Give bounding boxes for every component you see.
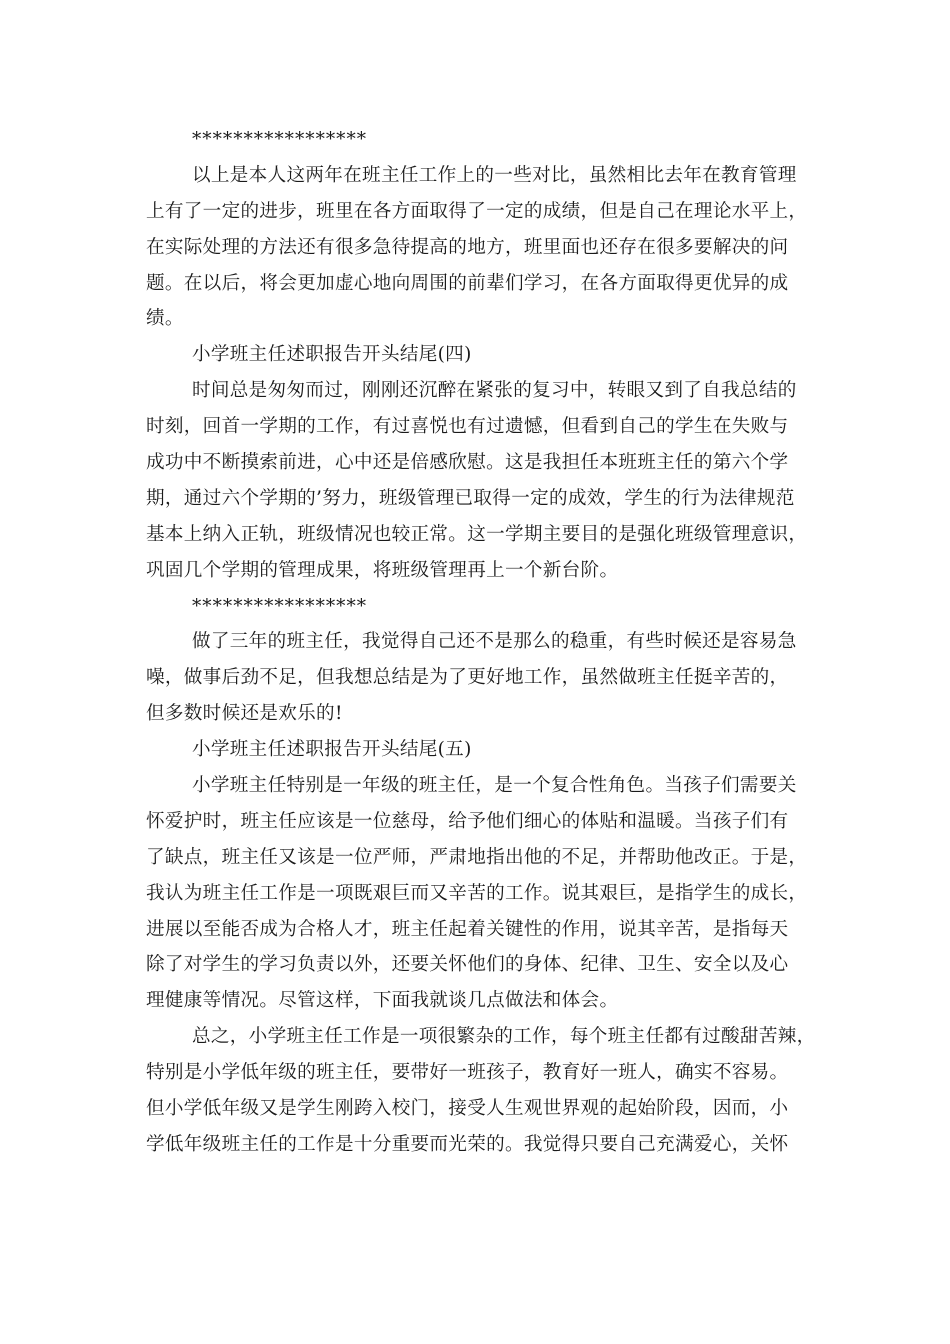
paragraph-line: 期，通过六个学期的’努力，班级管理已取得一定的成效，学生的行为法律规范 xyxy=(146,487,795,509)
paragraph-line: 我认为班主任工作是一项既艰巨而又辛苦的工作。说其艰巨，是指学生的成长， xyxy=(146,882,808,904)
paragraph-line: 怀爱护时，班主任应该是一位慈母，给予他们细心的体贴和温暖。当孩子们有 xyxy=(146,810,789,832)
paragraph-line: 巩固几个学期的管理成果，将班级管理再上一个新台阶。 xyxy=(146,559,619,581)
paragraph-line: 理健康等情况。尽管这样，下面我就谈几点做法和体会。 xyxy=(146,990,619,1012)
paragraph-line: 小学班主任特别是一年级的班主任，是一个复合性角色。当孩子们需要关 xyxy=(192,775,797,797)
document-body xyxy=(146,122,818,1163)
paragraph-line: 学低年级班主任的工作是十分重要而光荣的。我觉得只要自己充满爱心，关怀 xyxy=(146,1133,789,1155)
paragraph-line: 绩。 xyxy=(146,308,184,330)
paragraph-line: 进展以至能否成为合格人才，班主任起着关键性的作用，说其辛苦，是指每天 xyxy=(146,918,789,940)
paragraph-line: 做了三年的班主任，我觉得自己还不是那么的稳重，有些时候还是容易急 xyxy=(192,631,797,653)
paragraph-line: 时刻，回首一学期的工作，有过喜悦也有过遗憾，但看到自己的学生在失败与 xyxy=(146,416,789,438)
paragraph-line: 特别是小学低年级的班主任，要带好一班孩子，教育好一班人，确实不容易。 xyxy=(146,1062,789,1084)
paragraph-line: 噪，做事后劲不足，但我想总结是为了更好地工作，虽然做班主任挺辛苦的， xyxy=(146,667,789,689)
paragraph-line: 总之，小学班主任工作是一项很繁杂的工作，每个班主任都有过酸甜苦辣， xyxy=(192,1026,816,1048)
paragraph-line: 时间总是匆匆而过，刚刚还沉醉在紧张的复习中，转眼又到了自我总结的 xyxy=(192,380,797,402)
separator-stars: ***************** xyxy=(192,129,368,150)
paragraph-line: 上有了一定的进步，班里在各方面取得了一定的成绩，但是自己在理论水平上， xyxy=(146,200,808,222)
paragraph-line: 以上是本人这两年在班主任工作上的一些对比，虽然相比去年在教育管理 xyxy=(192,164,797,186)
paragraph-line: 但小学低年级又是学生刚跨入校门，接受人生观世界观的起始阶段，因而，小 xyxy=(146,1098,789,1120)
paragraph-line: 除了对学生的学习负责以外，还要关怀他们的身体、纪律、卫生、安全以及心 xyxy=(146,954,789,976)
paragraph-line: 在实际处理的方法还有很多急待提高的地方，班里面也还存在很多要解决的问 xyxy=(146,236,789,258)
paragraph-line: 了缺点，班主任又该是一位严师，严肃地指出他的不足，并帮助他改正。于是， xyxy=(146,846,808,868)
paragraph-line: 成功中不断摸索前进，心中还是倍感欣慰。这是我担任本班班主任的第六个学 xyxy=(146,452,789,474)
separator-stars: ***************** xyxy=(192,595,368,617)
paragraph-line: 但多数时候还是欢乐的! xyxy=(146,703,343,725)
paragraph-line: 基本上纳入正轨，班级情况也较正常。这一学期主要目的是强化班级管理意识， xyxy=(146,523,808,545)
section-heading: 小学班主任述职报告开头结尾(四) xyxy=(192,344,472,366)
section-heading: 小学班主任述职报告开头结尾(五) xyxy=(192,739,472,761)
paragraph-line: 题。在以后，将会更加虚心地向周围的前辈们学习，在各方面取得更优异的成 xyxy=(146,272,789,294)
